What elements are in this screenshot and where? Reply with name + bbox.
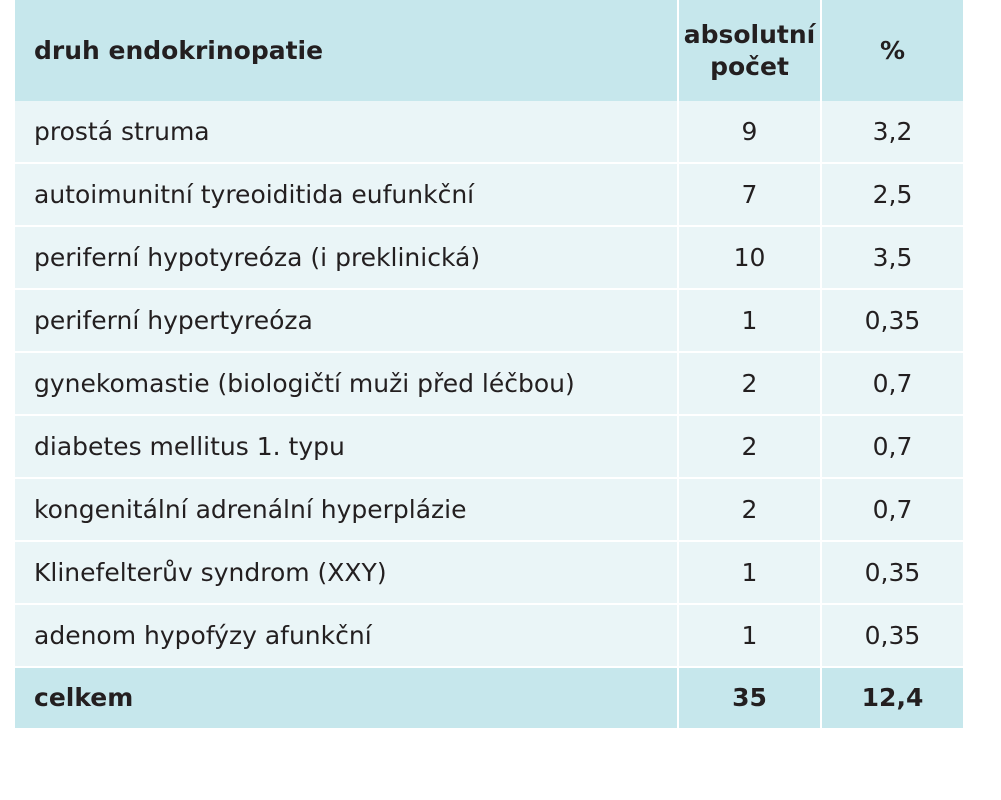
row-name: periferní hypertyreóza	[15, 289, 678, 352]
row-percent: 0,7	[821, 415, 963, 478]
row-count: 2	[678, 415, 821, 478]
row-count: 2	[678, 352, 821, 415]
header-count-line1: absolutní	[683, 19, 816, 49]
row-name: gynekomastie (biologičtí muži před léčbou)	[15, 352, 678, 415]
header-count	[678, 0, 821, 101]
header-name: druh endokrinopatie	[15, 0, 678, 101]
table-row	[15, 163, 963, 226]
table-row	[15, 604, 963, 667]
header-percent: %	[821, 0, 963, 101]
row-name: diabetes mellitus 1. typu	[15, 415, 678, 478]
row-count: 2	[678, 478, 821, 541]
row-name: prostá struma	[15, 101, 678, 163]
row-percent: 2,5	[821, 163, 963, 226]
row-name: periferní hypotyreóza (i preklinická)	[15, 226, 678, 289]
endocrinopathy-table	[15, 0, 963, 730]
row-percent: 3,2	[821, 101, 963, 163]
table-row	[15, 226, 963, 289]
table-row	[15, 415, 963, 478]
total-row	[15, 667, 963, 729]
header-row	[15, 0, 963, 101]
row-name: autoimunitní tyreoiditida eufunkční	[15, 163, 678, 226]
table-row	[15, 289, 963, 352]
row-name: adenom hypofýzy afunkční	[15, 604, 678, 667]
row-count: 1	[678, 541, 821, 604]
total-count: 35	[678, 667, 821, 729]
total-name: celkem	[15, 667, 678, 729]
total-percent: 12,4	[821, 667, 963, 729]
row-percent: 0,7	[821, 352, 963, 415]
row-name: Klinefelterův syndrom (XXY)	[15, 541, 678, 604]
row-count: 1	[678, 289, 821, 352]
row-percent: 0,35	[821, 541, 963, 604]
row-percent: 0,35	[821, 289, 963, 352]
table-row	[15, 352, 963, 415]
row-name: kongenitální adrenální hyperplázie	[15, 478, 678, 541]
table-row	[15, 541, 963, 604]
table-header	[15, 0, 963, 101]
row-percent: 0,7	[821, 478, 963, 541]
row-percent: 0,35	[821, 604, 963, 667]
endocrinopathy-table-wrapper	[15, 0, 963, 730]
row-count: 9	[678, 101, 821, 163]
row-percent: 3,5	[821, 226, 963, 289]
header-count-line2: počet	[710, 51, 789, 81]
row-count: 7	[678, 163, 821, 226]
row-count: 1	[678, 604, 821, 667]
table-row	[15, 478, 963, 541]
table-body	[15, 101, 963, 729]
row-count: 10	[678, 226, 821, 289]
table-row	[15, 101, 963, 163]
